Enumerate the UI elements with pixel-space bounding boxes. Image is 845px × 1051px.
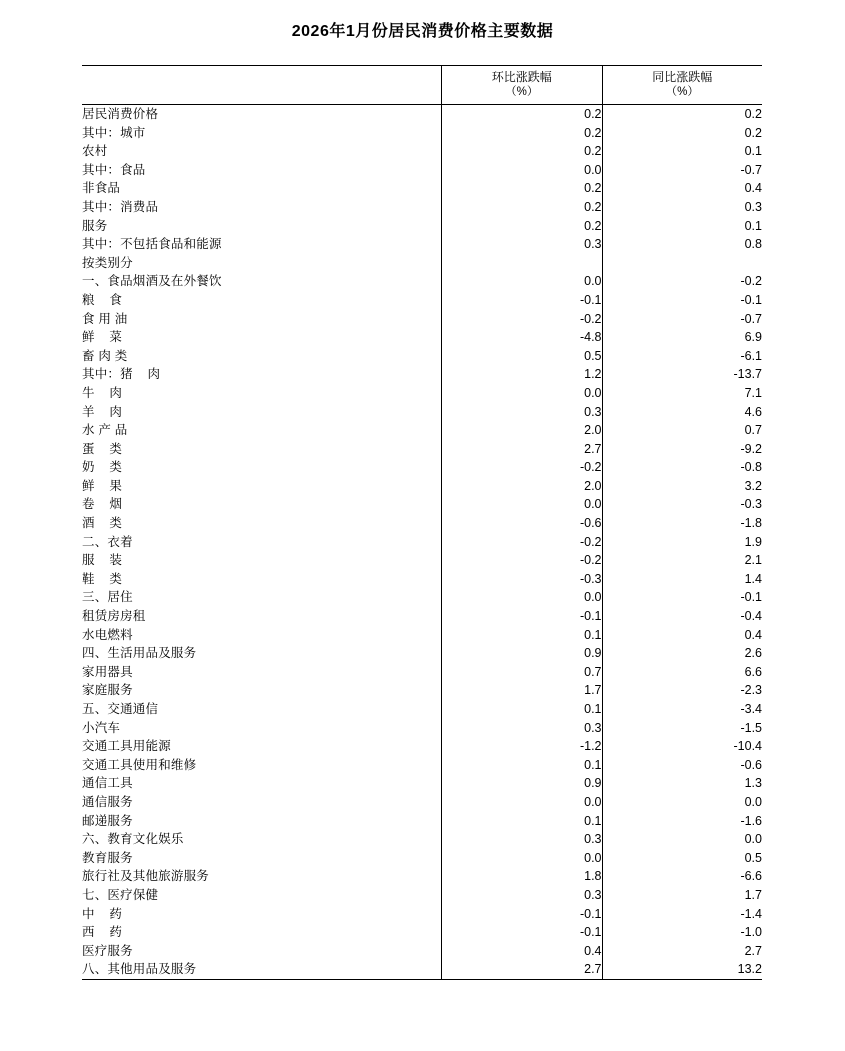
row-value-yoy: -1.5	[740, 720, 762, 735]
row-value-mom: -0.2	[442, 310, 602, 329]
table-row	[82, 142, 762, 161]
row-value-yoy: -0.8	[740, 460, 762, 475]
row-label: 小汽车	[82, 719, 442, 738]
table-header	[82, 66, 762, 105]
row-value-mom: 2.0	[442, 477, 602, 496]
mom-header-unit: （%）	[505, 86, 539, 99]
row-value-yoy: 2.6	[744, 646, 762, 661]
table-row	[82, 328, 762, 347]
table-row	[82, 644, 762, 663]
row-value-mom: 2.0	[442, 421, 602, 440]
row-value-yoy: -1.0	[740, 925, 762, 940]
row-value-mom: -0.6	[442, 514, 602, 533]
row-label: 服 装	[82, 551, 442, 570]
table-row	[82, 254, 762, 273]
row-value-mom: 0.0	[442, 588, 602, 607]
row-value-yoy: 6.6	[744, 664, 762, 679]
table-row	[82, 272, 762, 291]
table-row	[82, 347, 762, 366]
table-row	[82, 440, 762, 459]
row-label: 其中：城市	[82, 124, 442, 143]
page-title: 2026年1月份居民消费价格主要数据	[291, 23, 554, 40]
table-row	[82, 551, 762, 570]
row-label: 蛋 类	[82, 440, 442, 459]
table-row	[82, 235, 762, 254]
row-value-mom: 0.2	[442, 124, 602, 143]
row-label: 六、教育文化娱乐	[82, 830, 442, 849]
row-value-mom: 0.9	[442, 774, 602, 793]
table-row	[82, 700, 762, 719]
row-value-mom: 0.2	[442, 179, 602, 198]
row-value-yoy: 0.7	[744, 423, 762, 438]
row-value-mom: 0.1	[442, 626, 602, 645]
row-label: 家庭服务	[82, 681, 442, 700]
row-value-mom: -0.1	[442, 923, 602, 942]
row-value-mom: 0.0	[442, 495, 602, 514]
row-label: 羊 肉	[82, 403, 442, 422]
row-value-yoy: 0.2	[744, 107, 762, 121]
table-row	[82, 942, 762, 961]
table-row	[82, 105, 762, 124]
table-row	[82, 793, 762, 812]
table-row	[82, 588, 762, 607]
row-value-mom: 0.1	[442, 812, 602, 831]
row-value-yoy: -1.8	[740, 516, 762, 531]
table-row	[82, 458, 762, 477]
row-value-mom: 0.3	[442, 886, 602, 905]
row-value-mom: 0.1	[442, 756, 602, 775]
row-label: 水电燃料	[82, 626, 442, 645]
row-value-yoy: -6.1	[740, 348, 762, 363]
row-value-mom: 0.0	[442, 849, 602, 868]
row-label: 水 产 品	[82, 421, 442, 440]
table-row	[82, 421, 762, 440]
row-value-mom: 1.7	[442, 681, 602, 700]
row-value-yoy: -6.6	[740, 869, 762, 884]
row-value-yoy: 2.7	[744, 943, 762, 958]
row-value-yoy: -0.7	[740, 162, 762, 177]
row-label: 旅行社及其他旅游服务	[82, 867, 442, 886]
column-header-month-on-month	[442, 66, 602, 105]
row-label: 医疗服务	[82, 942, 442, 961]
row-value-mom: -0.2	[442, 551, 602, 570]
column-header-year-on-year	[602, 66, 762, 105]
row-value-yoy: -0.7	[740, 311, 762, 326]
mom-header-main: 环比涨跌幅	[491, 70, 552, 85]
row-value-yoy: 0.4	[744, 181, 762, 196]
row-value-yoy: 1.4	[744, 571, 762, 586]
table-row	[82, 756, 762, 775]
row-value-mom: 0.4	[442, 942, 602, 961]
row-value-mom: -0.3	[442, 570, 602, 589]
row-value-yoy: -0.2	[740, 274, 762, 289]
row-value-mom: 1.2	[442, 365, 602, 384]
row-value-mom: 0.7	[442, 663, 602, 682]
row-value-mom: -4.8	[442, 328, 602, 347]
table-row	[82, 495, 762, 514]
table-row	[82, 867, 762, 886]
row-label: 粮 食	[82, 291, 442, 310]
row-value-mom: 0.3	[442, 403, 602, 422]
row-value-yoy: 0.0	[744, 794, 762, 809]
yoy-header-unit: （%）	[665, 86, 699, 99]
row-value-mom: 0.3	[442, 830, 602, 849]
row-value-yoy: 0.0	[744, 832, 762, 847]
row-value-mom: 2.7	[442, 960, 602, 979]
row-value-mom: 0.2	[442, 142, 602, 161]
row-value-yoy: -9.2	[740, 441, 762, 456]
table-row	[82, 923, 762, 942]
row-value-mom: 0.0	[442, 793, 602, 812]
row-value-yoy: -2.3	[740, 683, 762, 698]
row-label: 八、其他用品及服务	[82, 960, 442, 979]
row-label: 通信工具	[82, 774, 442, 793]
row-label: 中 药	[82, 905, 442, 924]
row-value-mom: 0.1	[442, 700, 602, 719]
row-value-yoy: 4.6	[744, 404, 762, 419]
table-row	[82, 774, 762, 793]
row-value-yoy: -0.6	[740, 757, 762, 772]
row-value-yoy: -1.4	[740, 906, 762, 921]
row-value-yoy: 0.4	[744, 627, 762, 642]
row-label: 家用器具	[82, 663, 442, 682]
row-value-yoy: 13.2	[602, 960, 762, 979]
table-row	[82, 179, 762, 198]
row-label: 教育服务	[82, 849, 442, 868]
table-row	[82, 830, 762, 849]
row-label: 农村	[82, 142, 442, 161]
row-label: 其中：食品	[82, 161, 442, 180]
row-value-yoy: -10.4	[733, 739, 762, 754]
table-row	[82, 737, 762, 756]
row-label: 通信服务	[82, 793, 442, 812]
row-value-yoy: 0.8	[744, 237, 762, 252]
row-value-yoy: -1.6	[740, 813, 762, 828]
row-value-yoy: -0.3	[740, 497, 762, 512]
row-label: 牛 肉	[82, 384, 442, 403]
row-value-mom: 1.8	[442, 867, 602, 886]
row-label: 其中：猪 肉	[82, 365, 442, 384]
row-value-yoy: 0.3	[744, 199, 762, 214]
row-label: 一、食品烟酒及在外餐饮	[82, 272, 442, 291]
row-value-yoy: -0.1	[740, 590, 762, 605]
row-label: 租赁房房租	[82, 607, 442, 626]
row-value-yoy: 7.1	[744, 385, 762, 400]
row-value-yoy: 0.5	[744, 850, 762, 865]
row-value-yoy: 3.2	[744, 478, 762, 493]
table-row	[82, 514, 762, 533]
row-value-yoy: 0.1	[744, 218, 762, 233]
row-value-mom: -0.2	[442, 458, 602, 477]
table-row	[82, 365, 762, 384]
table-header-row	[82, 66, 762, 105]
row-value-yoy: 0.2	[744, 125, 762, 140]
row-value-mom: -0.1	[442, 905, 602, 924]
table-row	[82, 663, 762, 682]
row-value-mom: 0.0	[442, 384, 602, 403]
row-value-yoy: -0.4	[740, 609, 762, 624]
row-label: 鞋 类	[82, 570, 442, 589]
row-value-mom: 2.7	[442, 440, 602, 459]
row-label: 五、交通通信	[82, 700, 442, 719]
row-value-mom: 0.2	[442, 105, 602, 124]
table-row	[82, 217, 762, 236]
row-value-mom: 0.3	[442, 235, 602, 254]
row-value-yoy: 1.7	[744, 887, 762, 902]
row-label: 其中：不包括食品和能源	[82, 235, 442, 254]
table-row	[82, 124, 762, 143]
cpi-data-table	[82, 65, 762, 980]
row-value-yoy: 6.9	[744, 330, 762, 345]
row-value-mom: 0.3	[442, 719, 602, 738]
row-label: 四、生活用品及服务	[82, 644, 442, 663]
row-value-yoy: -13.7	[733, 367, 762, 382]
row-value-mom: 0.0	[442, 272, 602, 291]
table-row	[82, 161, 762, 180]
row-label: 畜 肉 类	[82, 347, 442, 366]
row-label: 邮递服务	[82, 812, 442, 831]
table-row	[82, 849, 762, 868]
table-row	[82, 905, 762, 924]
row-value-yoy: 0.1	[744, 144, 762, 159]
table-row	[82, 384, 762, 403]
row-value-yoy: -3.4	[740, 702, 762, 716]
row-value-mom: 0.2	[442, 198, 602, 217]
table-row	[82, 570, 762, 589]
row-value-mom: -0.1	[442, 291, 602, 310]
row-value-yoy: 1.3	[744, 776, 762, 791]
table-row	[82, 719, 762, 738]
row-label: 交通工具使用和维修	[82, 756, 442, 775]
row-value-mom: -0.1	[442, 607, 602, 626]
table-row	[82, 681, 762, 700]
row-label: 鲜 果	[82, 477, 442, 496]
row-label: 食 用 油	[82, 310, 442, 329]
row-label: 卷 烟	[82, 495, 442, 514]
row-label: 二、衣着	[82, 533, 442, 552]
row-label: 三、居住	[82, 588, 442, 607]
row-value-mom	[442, 254, 602, 273]
table-body	[82, 105, 762, 980]
row-label: 其中：消费品	[82, 198, 442, 217]
column-header-category	[82, 66, 442, 105]
row-value-mom: -0.2	[442, 533, 602, 552]
table-row	[82, 960, 762, 979]
row-label: 非食品	[82, 179, 442, 198]
table-row	[82, 886, 762, 905]
table-row	[82, 626, 762, 645]
table-row	[82, 310, 762, 329]
row-label: 七、医疗保健	[82, 886, 442, 905]
table-row	[82, 403, 762, 422]
row-value-yoy: -0.1	[740, 292, 762, 307]
row-value-mom: 0.2	[442, 217, 602, 236]
row-value-mom: 0.5	[442, 347, 602, 366]
row-label: 酒 类	[82, 514, 442, 533]
document-page	[0, 18, 845, 1051]
table-row	[82, 812, 762, 831]
row-label: 西 药	[82, 923, 442, 942]
table-row	[82, 607, 762, 626]
row-label: 居民消费价格	[82, 105, 442, 124]
row-value-yoy: 1.9	[744, 534, 762, 549]
table-row	[82, 198, 762, 217]
row-value-mom: 0.0	[442, 161, 602, 180]
row-label: 服务	[82, 217, 442, 236]
table-row	[82, 477, 762, 496]
row-value-yoy	[602, 254, 762, 273]
table-row	[82, 291, 762, 310]
row-value-mom: 0.9	[442, 644, 602, 663]
row-value-mom: -1.2	[442, 737, 602, 756]
row-label: 交通工具用能源	[82, 737, 442, 756]
row-label: 按类别分	[82, 254, 442, 273]
row-label: 鲜 菜	[82, 328, 442, 347]
yoy-header-main: 同比涨跌幅	[652, 70, 713, 85]
table-row	[82, 533, 762, 552]
row-value-yoy: 2.1	[744, 553, 762, 568]
row-label: 奶 类	[82, 458, 442, 477]
